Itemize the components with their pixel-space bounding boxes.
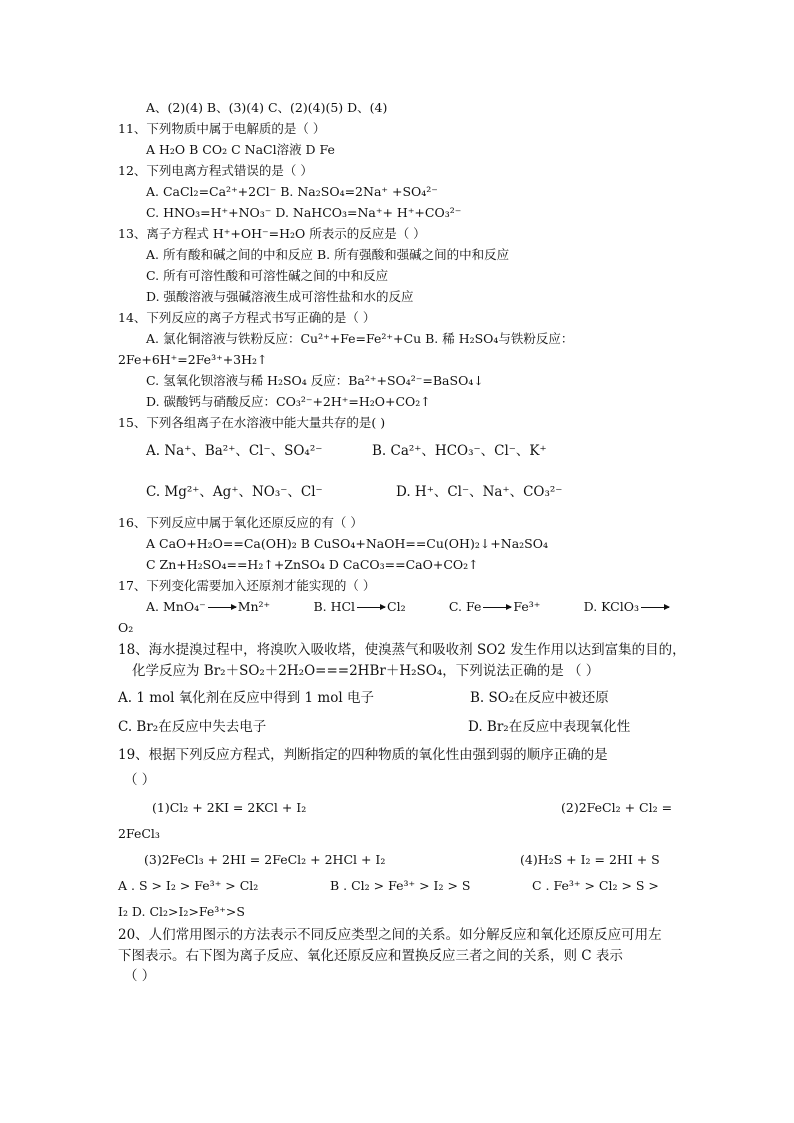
q13-option-d: D. 强酸溶液与强碱溶液生成可溶性盐和水的反应 <box>146 289 414 304</box>
q16-options-ab: A CaO+H₂O==Ca(OH)₂ B CuSO₄+NaOH==Cu(OH)₂↓+Na₂SO₄ <box>146 536 549 551</box>
reaction-arrow-icon <box>641 607 669 608</box>
q15-option-d: D. H⁺、Cl⁻、Na⁺、CO₃²⁻ <box>396 484 563 500</box>
q19-option-c: C . Fe³⁺ > Cl₂ > S > <box>532 878 659 893</box>
q11-stem: 11、下列物质中属于电解质的是（ ） <box>118 121 326 136</box>
q10-options: A、(2)(4) B、(3)(4) C、(2)(4)(5) D、(4) <box>146 100 388 115</box>
q15-option-b: B. Ca²⁺、HCO₃⁻、Cl⁻、K⁺ <box>372 443 547 459</box>
q19-reaction-2-cont: 2FeCl₃ <box>118 826 160 841</box>
q19-stem: 19、根据下列反应方程式，判断指定的四种物质的氧化性由强到弱的顺序正确的是 <box>118 747 608 763</box>
q19-reaction-3: (3)2FeCl₃ + 2HI = 2FeCl₂ + 2HCl + I₂ <box>144 852 386 867</box>
q17-option-d: D. KClO₃ <box>584 599 671 615</box>
q15-stem: 15、下列各组离子在水溶液中能大量共存的是( ) <box>118 415 386 430</box>
q16-stem: 16、下列反应中属于氧化还原反应的有（ ） <box>118 515 363 530</box>
q12-options-ab: A. CaCl₂=Ca²⁺+2Cl⁻ B. Na₂SO₄=2Na⁺ +SO₄²⁻ <box>146 184 438 199</box>
q18-option-a: A. 1 mol 氧化剂在反应中得到 1 mol 电子 <box>118 690 374 706</box>
q17-options <box>146 599 671 615</box>
q14-options-ab: A. 氯化铜溶液与铁粉反应：Cu²⁺+Fe=Fe²⁺+Cu B. 稀 H₂SO₄与铁粉反应： <box>146 331 574 346</box>
q17-option-c: C. Fe Fe³⁺ <box>448 599 541 614</box>
q18-option-d: D. Br₂在反应中表现氧化性 <box>468 719 631 735</box>
q14-option-b-cont: 2Fe+6H⁺=2Fe³⁺+3H₂↑ <box>118 352 268 367</box>
q14-stem: 14、下列反应的离子方程式书写正确的是（ ） <box>118 310 376 325</box>
q19-option-a: A . S > I₂ > Fe³⁺ > Cl₂ <box>118 878 259 893</box>
q17-option-d-cont: O₂ <box>118 620 134 635</box>
q14-option-c: C. 氢氧化钡溶液与稀 H₂SO₄ 反应：Ba²⁺+SO₄²⁻=BaSO₄↓ <box>146 373 484 388</box>
q19-answer-blank: （ ） <box>124 772 156 788</box>
reaction-arrow-icon <box>483 607 511 608</box>
q19-option-d: I₂ D. Cl₂>I₂>Fe³⁺>S <box>118 904 245 919</box>
q19-option-b: B . Cl₂ > Fe³⁺ > I₂ > S <box>330 878 471 893</box>
reaction-arrow-icon <box>357 607 385 608</box>
q14-option-d: D. 碳酸钙与硝酸反应：CO₃²⁻+2H⁺=H₂O+CO₂↑ <box>146 394 431 409</box>
q15-option-a: A. Na⁺、Ba²⁺、Cl⁻、SO₄²⁻ <box>146 443 323 459</box>
q20-stem: 20、人们常用图示的方法表示不同反应类型之间的关系。如分解反应和氧化还原反应可用左 <box>118 927 662 943</box>
q18-option-b: B. SO₂在反应中被还原 <box>470 690 609 706</box>
q17-option-b: B. HCl Cl₂ <box>313 599 406 614</box>
q18-stem: 18、海水提溴过程中，将溴吹入吸收塔，使溴蒸气和吸收剂 SO2 发生作用以达到富集的目的， <box>118 642 686 658</box>
q19-reaction-4: (4)H₂S + I₂ = 2HI + S <box>520 852 660 867</box>
q19-reaction-2: (2)2FeCl₂ + Cl₂ = <box>561 800 673 815</box>
q20-stem-cont: 下图表示。右下图为离子反应、氧化还原反应和置换反应三者之间的关系，则 C 表示 <box>118 948 623 964</box>
reaction-arrow-icon <box>208 607 236 608</box>
q20-answer-blank: （ ） <box>124 968 156 984</box>
q18-stem-cont: 化学反应为 Br₂＋SO₂＋2H₂O===2HBr＋H₂SO₄，下列说法正确的是 （ ） <box>132 663 600 679</box>
q13-option-c: C. 所有可溶性酸和可溶性碱之间的中和反应 <box>146 268 389 283</box>
q18-option-c: C. Br₂在反应中失去电子 <box>118 719 267 735</box>
q13-stem: 13、离子方程式 H⁺+OH⁻=H₂O 所表示的反应是（ ） <box>118 226 426 241</box>
q12-stem: 12、下列电离方程式错误的是（ ） <box>118 163 313 178</box>
q17-stem: 17、下列变化需要加入还原剂才能实现的（ ） <box>118 578 376 593</box>
q12-options-cd: C. HNO₃=H⁺+NO₃⁻ D. NaHCO₃=Na⁺+ H⁺+CO₃²⁻ <box>146 205 462 220</box>
q16-options-cd: C Zn+H₂SO₄==H₂↑+ZnSO₄ D CaCO₃==CaO+CO₂↑ <box>146 557 479 572</box>
q15-option-c: C. Mg²⁺、Ag⁺、NO₃⁻、Cl⁻ <box>146 484 323 500</box>
q11-options: A H₂O B CO₂ C NaCl溶液 D Fe <box>146 142 335 157</box>
q19-reaction-1: (1)Cl₂ + 2KI = 2KCl + I₂ <box>152 800 307 815</box>
q17-option-a: A. MnO₄⁻ Mn²⁺ <box>146 599 271 614</box>
q13-options-ab: A. 所有酸和碱之间的中和反应 B. 所有强酸和强碱之间的中和反应 <box>146 247 510 262</box>
